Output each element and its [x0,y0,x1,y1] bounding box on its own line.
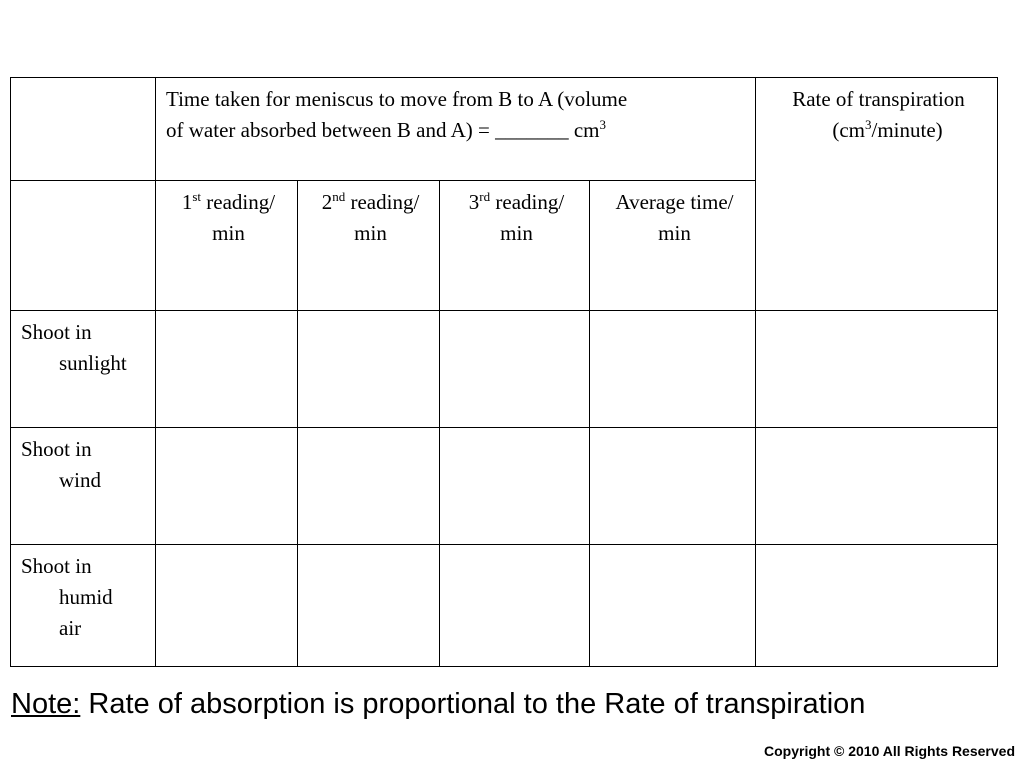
table-row-wind [11,428,998,545]
rate-unit-sup: 3 [865,117,872,132]
row-label-line: Shoot in [21,320,92,344]
sunlight-reading-1-cell[interactable] [156,311,298,428]
rate-unit-pre: (cm [832,118,865,142]
time-taken-header [156,78,756,181]
rate-unit-post: /minute) [871,118,943,142]
second-reading-unit: min [354,221,387,245]
note-text: Rate of absorption is proportional to the Rate of transpiration [80,688,866,720]
average-time-text: Average time/ [615,190,734,214]
humid-rate-cell[interactable] [756,545,998,667]
second-reading-header [298,181,440,311]
humid-reading-3-cell[interactable] [440,545,590,667]
row-label-line: sunlight [59,351,127,375]
time-taken-line-2 [166,115,749,146]
blank-row-label-cell [11,181,156,311]
time-taken-line-2-text: of water absorbed between B and A) = _______ cm [166,118,600,142]
wind-rate-cell[interactable] [756,428,998,545]
row-label-wind [11,428,156,545]
first-reading-unit: min [212,221,245,245]
first-reading-num: 1 [181,190,193,214]
first-reading-text: reading/ [201,190,276,214]
cubic-superscript: 3 [599,117,606,132]
sunlight-rate-cell[interactable] [756,311,998,428]
third-reading-sup: rd [479,189,491,204]
second-reading-num: 2 [321,190,333,214]
copyright-notice: Copyright © 2010 All Rights Reserved [764,743,1015,759]
first-reading-header [156,181,298,311]
wind-reading-3-cell[interactable] [440,428,590,545]
row-label-line: Shoot in [21,437,92,461]
second-reading-sup: nd [332,189,346,204]
third-reading-header [440,181,590,311]
average-time-header [590,181,756,311]
humid-reading-2-cell[interactable] [298,545,440,667]
second-reading-text: reading/ [345,190,420,214]
blank-corner-cell [11,78,156,181]
sunlight-reading-3-cell[interactable] [440,311,590,428]
humid-average-cell[interactable] [590,545,756,667]
time-taken-line-1: Time taken for meniscus to move from B to A (volume [166,87,628,111]
rate-line-1: Rate of transpiration [792,87,965,111]
average-time-unit: min [658,221,691,245]
row-label-line: Shoot in [21,554,92,578]
wind-reading-2-cell[interactable] [298,428,440,545]
third-reading-unit: min [500,221,533,245]
transpiration-table [10,77,998,667]
row-label-line: wind [59,468,101,492]
rate-line-2 [766,115,991,146]
rate-of-transpiration-header [756,78,998,311]
row-label-humid-air [11,545,156,667]
sunlight-average-cell[interactable] [590,311,756,428]
table-row-sunlight [11,311,998,428]
note-label: Note: [11,688,81,720]
humid-reading-1-cell[interactable] [156,545,298,667]
third-reading-num: 3 [468,190,480,214]
wind-average-cell[interactable] [590,428,756,545]
row-label-line: humid [59,585,113,609]
wind-reading-1-cell[interactable] [156,428,298,545]
table-row-humid-air [11,545,998,667]
note-paragraph [11,686,871,722]
header-row-main [11,78,998,181]
row-label-line: air [59,616,82,640]
first-reading-sup: st [192,189,202,204]
sunlight-reading-2-cell[interactable] [298,311,440,428]
third-reading-text: reading/ [490,190,565,214]
row-label-sunlight [11,311,156,428]
